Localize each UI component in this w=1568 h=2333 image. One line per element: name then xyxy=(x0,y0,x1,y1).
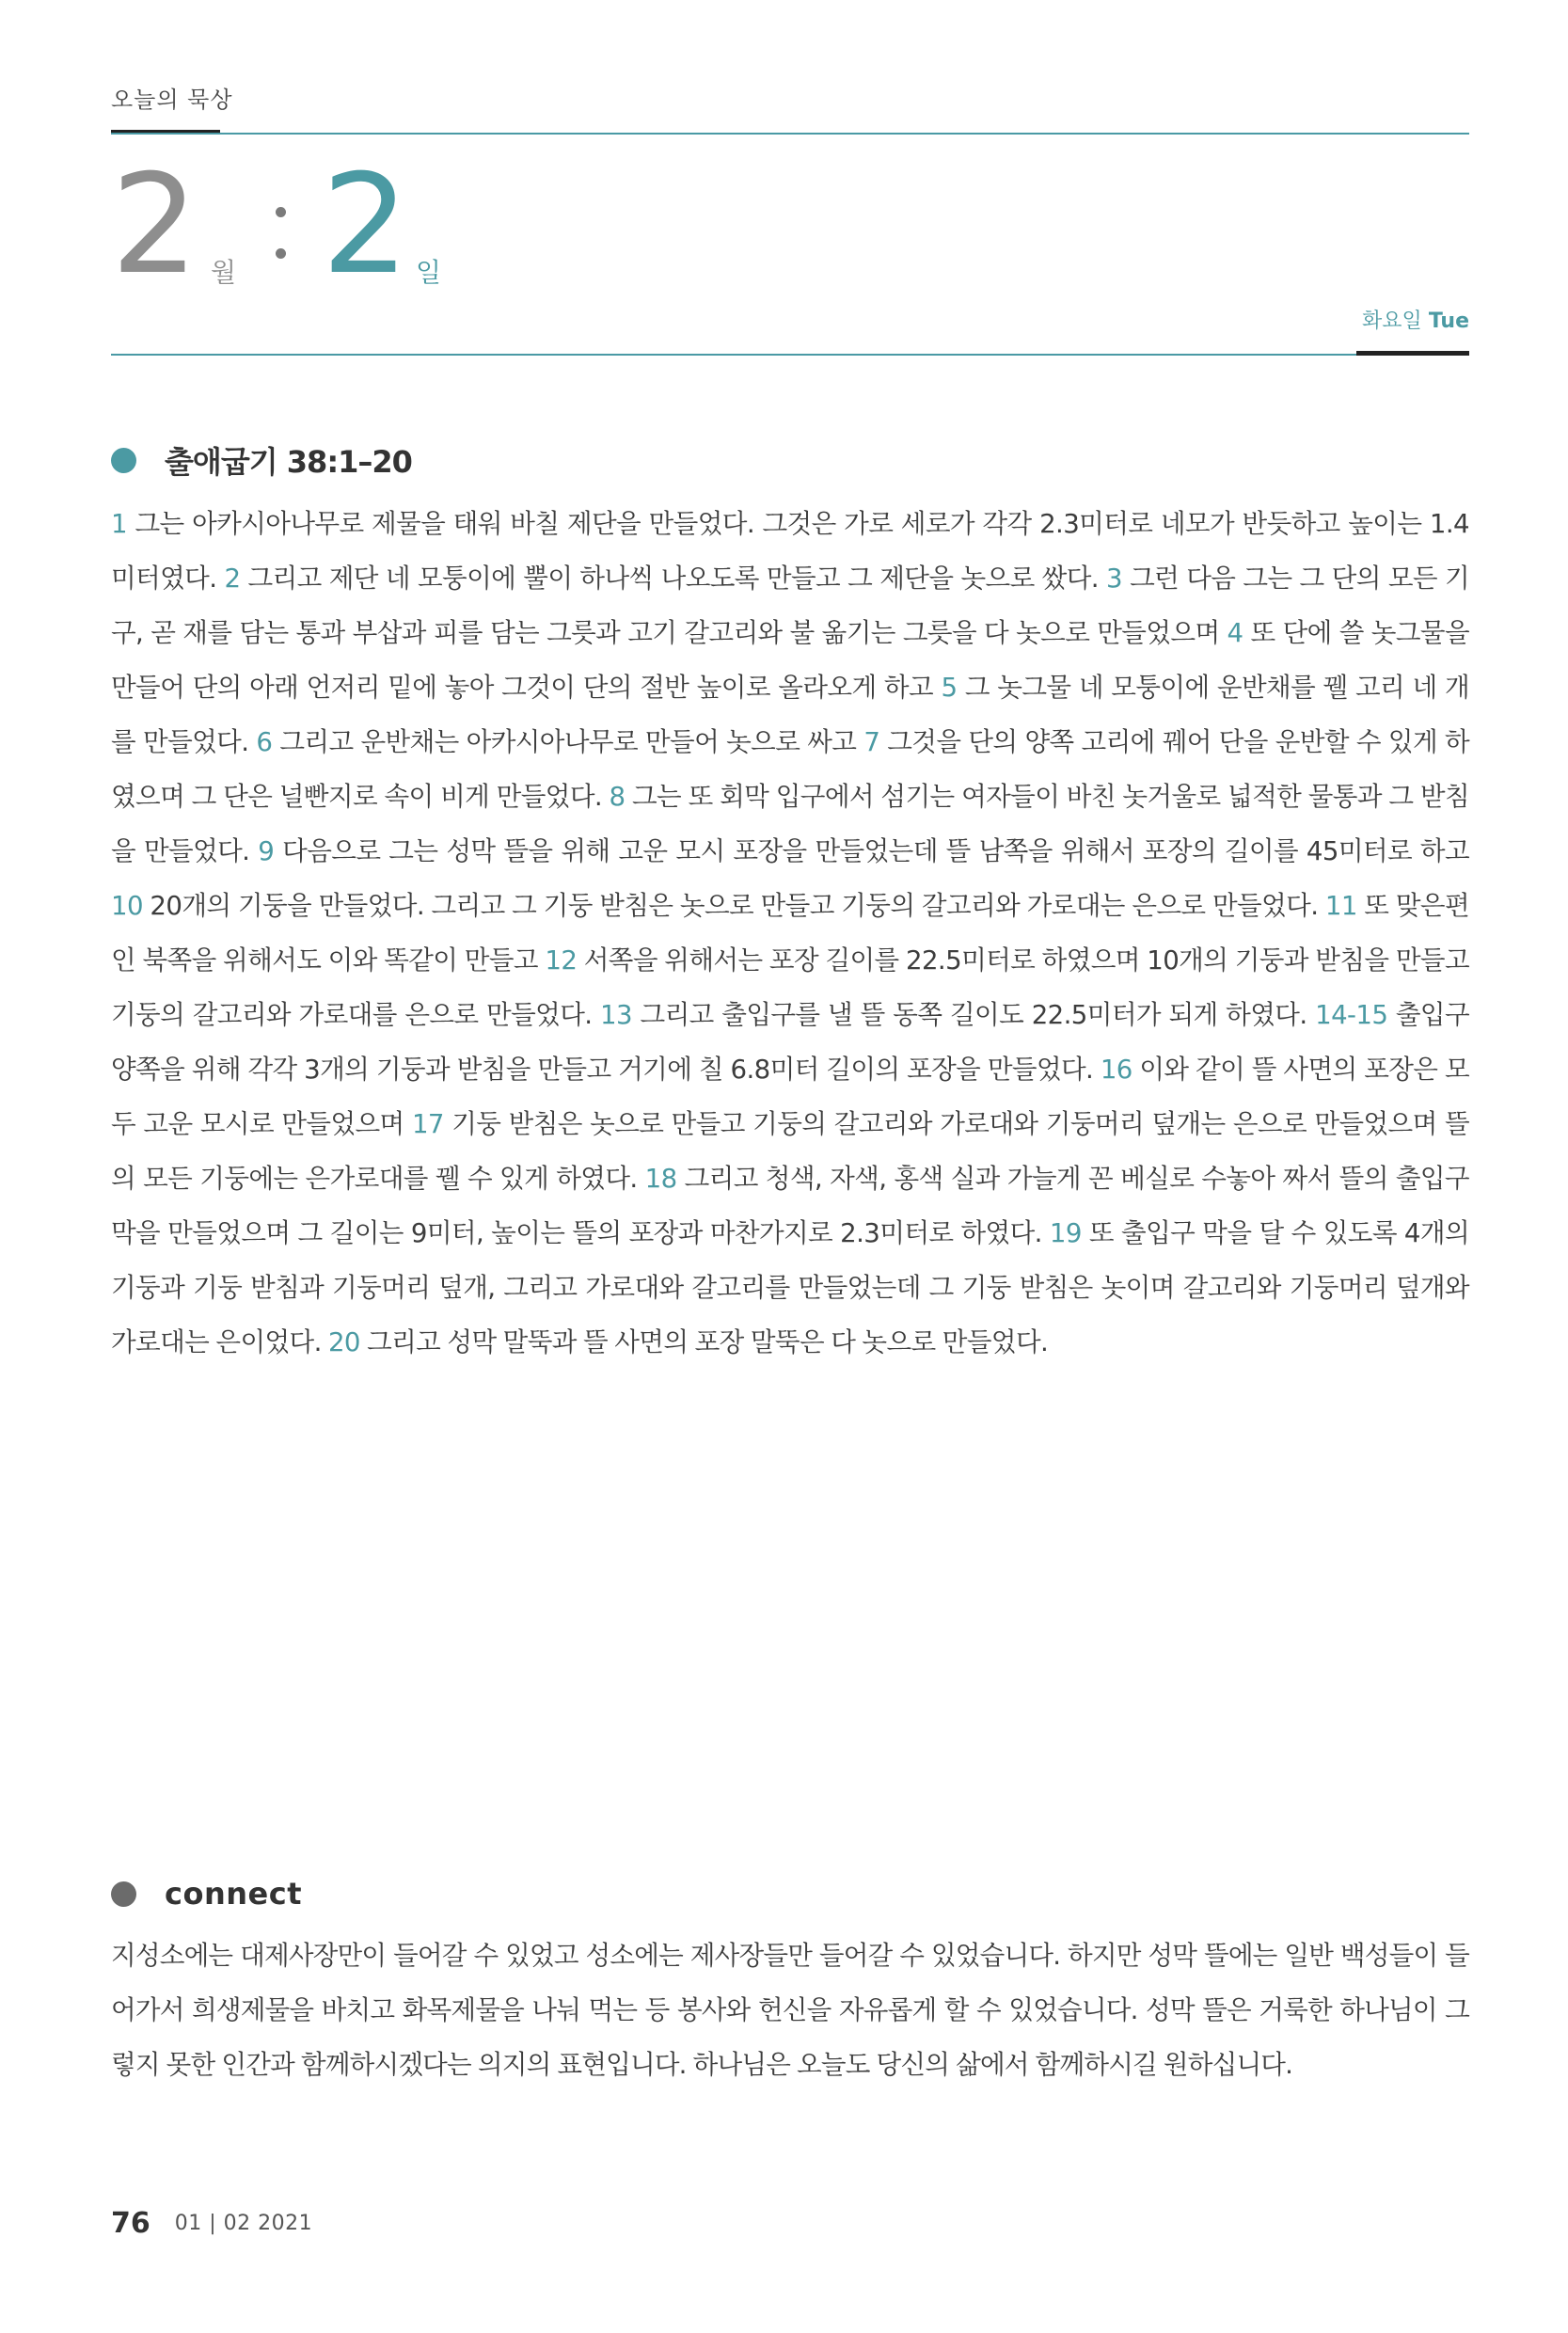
verse-number: 9 xyxy=(258,835,275,866)
verse-text: 서쪽을 위해서는 포장 길이를 22.5미터로 하였으며 10개의 기둥과 받침을 만들고 기둥의 갈고리와 가로대를 은으로 만들었다. xyxy=(111,944,1470,1030)
verse-number: 8 xyxy=(609,781,626,812)
verse-number: 16 xyxy=(1100,1054,1132,1085)
verse-number: 7 xyxy=(863,726,880,757)
verse-text: 그는 또 회막 입구에서 섬기는 여자들이 바친 놋거울로 넓적한 물통과 그 받침을 만들었다. xyxy=(111,781,1470,866)
top-divider xyxy=(111,133,1469,135)
day-unit: 일 xyxy=(416,257,442,288)
verse-text: 또 단에 쓸 놋그물을 만들어 단의 아래 언저리 밑에 놓아 그것이 단의 절반 높이로 올라오게 하고 xyxy=(111,617,1470,703)
mid-divider xyxy=(111,354,1469,356)
verse-text: 출입구 양쪽을 위해 각각 3개의 기둥과 받침을 만들고 거기에 칠 6.8미터 길이의 포장을 만들었다. xyxy=(111,999,1470,1085)
verse-number: 18 xyxy=(644,1163,677,1194)
verse-text: 또 출입구 막을 달 수 있도록 4개의 기둥과 기둥 받침과 기둥머리 덮개, 그리고 가로대와 갈고리를 만들었는데 그 기둥 받침은 놋이며 갈고리와 기둥머리 덮개와 가로대는 은이었다. xyxy=(111,1217,1470,1357)
scripture-heading xyxy=(111,438,412,482)
verse-text: 그는 아카시아나무로 제물을 태워 바칠 제단을 만들었다. 그것은 가로 세로가 각각 2.3미터로 네모가 반듯하고 높이는 1.4미터였다. xyxy=(111,508,1470,594)
connect-title: connect xyxy=(165,1876,302,1912)
verse-number: 13 xyxy=(600,999,632,1030)
verse-number: 17 xyxy=(411,1108,444,1139)
connect-body: 지성소에는 대제사장만이 들어갈 수 있었고 성소에는 제사장들만 들어갈 수 있었습니다. 하지만 성막 뜰에는 일반 백성들이 들어가서 희생제물을 바치고 화목제물을 나눠 먹는 등 봉사와 헌신을 자유롭게 할 수 있었습니다. 성막 뜰은 거룩한 하나님이 그렇지 못한 인간과 함께하시겠다는 의지의 표현입니다. 하나님은 오늘도 당신의 삶에서 함께하시길 원하십니다. xyxy=(111,1940,1469,2080)
verse-number: 6 xyxy=(256,726,273,757)
month-number: 2 xyxy=(111,145,195,305)
verse-number: 1 xyxy=(111,508,127,539)
verse-number: 20 xyxy=(327,1326,360,1357)
verse-text: 다음으로 그는 성막 뜰을 위해 고운 모시 포장을 만들었는데 뜰 남쪽을 위해서 포장의 길이를 45미터로 하고 xyxy=(282,835,1470,866)
verse-number: 11 xyxy=(1324,890,1357,921)
weekday xyxy=(1362,305,1469,334)
weekday-english: Tue xyxy=(1428,309,1469,333)
verse-number: 12 xyxy=(545,944,578,976)
verse-number: 5 xyxy=(941,672,958,703)
page-footer xyxy=(111,2207,312,2240)
day-number: 2 xyxy=(322,145,405,305)
scripture-reference: 출애굽기 38:1–20 xyxy=(165,444,412,480)
verse-text: 그리고 청색, 자색, 홍색 실과 가늘게 꼰 베실로 수놓아 짜서 뜰의 출입구 막을 만들었으며 그 길이는 9미터, 높이는 뜰의 포장과 마찬가지로 2.3미터로 하였다. xyxy=(111,1163,1469,1248)
verse-text: 그리고 성막 말뚝과 뜰 사면의 포장 말뚝은 다 놋으로 만들었다. xyxy=(367,1326,1049,1357)
verse-text: 그 놋그물 네 모퉁이에 운반채를 꿸 고리 네 개를 만들었다. xyxy=(111,672,1470,757)
verse-text: 또 맞은편인 북쪽을 위해서도 이와 똑같이 만들고 xyxy=(111,890,1470,976)
verse-text: 기둥 받침은 놋으로 만들고 기둥의 갈고리와 가로대와 기둥머리 덮개는 은으로 만들었으며 뜰의 모든 기둥에는 은가로대를 꿸 수 있게 하였다. xyxy=(111,1108,1470,1194)
bullet-dot-icon xyxy=(111,1881,136,1907)
verse-number: 10 xyxy=(111,890,143,921)
colon-dot-top xyxy=(276,207,286,217)
verse-number: 2 xyxy=(224,563,241,594)
verse-text: 그리고 제단 네 모퉁이에 뿔이 하나씩 나오도록 만들고 그 제단을 놋으로 쌌다. xyxy=(247,563,1099,594)
verse-text: 20개의 기둥을 만들었다. 그리고 그 기둥 받침은 놋으로 만들고 기둥의 갈고리와 가로대는 은으로 만들었다. xyxy=(150,890,1319,921)
month-unit: 월 xyxy=(211,257,237,288)
mid-divider-accent xyxy=(1356,351,1469,356)
scripture-text xyxy=(111,497,1469,1370)
verse-number: 4 xyxy=(1227,617,1243,648)
verse-text: 이와 같이 뜰 사면의 포장은 모두 고운 모시로 만들었으며 xyxy=(111,1054,1470,1139)
verse-number: 3 xyxy=(1106,563,1122,594)
verse-text: 그리고 운반채는 아카시아나무로 만들어 놋으로 싸고 xyxy=(279,726,857,757)
connect-heading xyxy=(111,1876,302,1912)
section-label: 오늘의 묵상 xyxy=(111,87,233,113)
colon-dot-bottom xyxy=(276,248,286,259)
verse-text: 그리고 출입구를 낼 뜰 동쪽 길이도 22.5미터가 되게 하였다. xyxy=(640,999,1307,1030)
verse-text: 그런 다음 그는 그 단의 모든 기구, 곧 재를 담는 통과 부삽과 피를 담는 그릇과 고기 갈고리와 불 옮기는 그릇을 다 놋으로 만들었으며 xyxy=(111,563,1470,648)
verse-number: 14-15 xyxy=(1315,999,1388,1030)
weekday-korean: 화요일 xyxy=(1362,309,1422,333)
bullet-dot-icon xyxy=(111,448,136,473)
verse-text: 그것을 단의 양쪽 고리에 꿰어 단을 운반할 수 있게 하였으며 그 단은 널빤지로 속이 비게 만들었다. xyxy=(111,726,1470,812)
issue-date: 01 | 02 2021 xyxy=(174,2212,313,2235)
page-number: 76 xyxy=(111,2207,150,2240)
verse-number: 19 xyxy=(1049,1217,1082,1248)
date-display xyxy=(111,145,769,305)
